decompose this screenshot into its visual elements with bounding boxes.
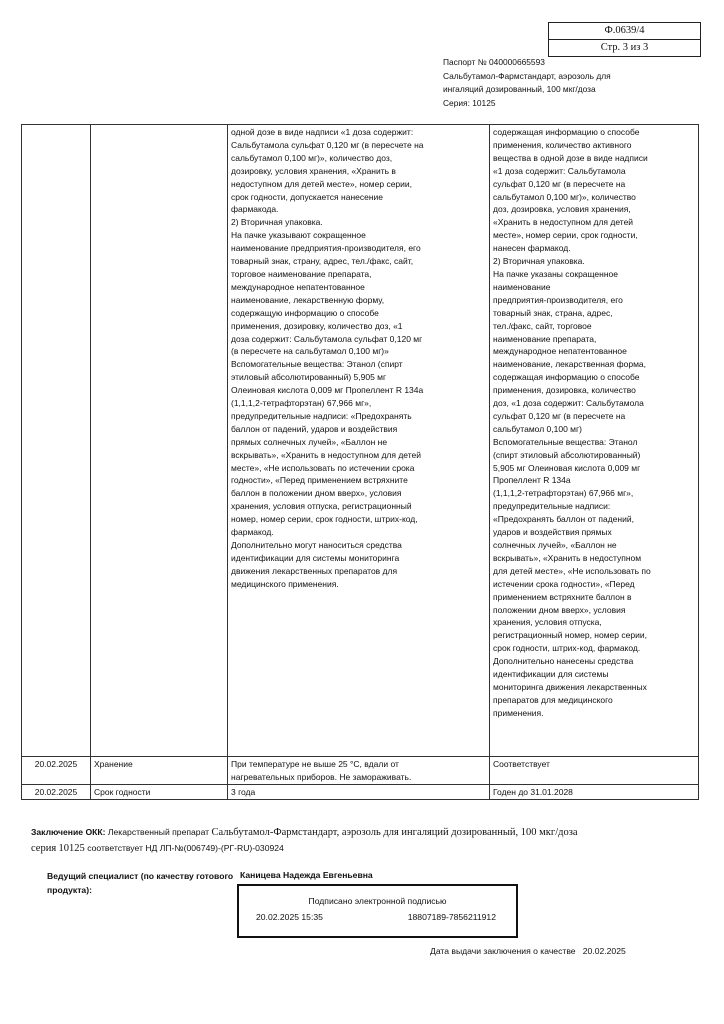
table-row [22,757,699,785]
indicator-cell [91,125,228,757]
passport-header [443,56,713,110]
date-cell [22,125,91,757]
table-row [22,125,699,757]
requirement-text: При температуре не выше 25 °С, вдали от нагревательных приборов. Не замораживать. [231,759,412,782]
issue-date: 20.02.2025 [582,946,626,956]
conclusion-series-prefix: серия [31,842,57,854]
specialist-label: Ведущий специалист (по качеству готового продукта): [47,871,234,895]
form-code-box [548,22,701,57]
result-text: содержащая информацию о способе применения, количество активного вещества в одной дозе в виде надписи «1 доза содержит: Сальбутамола сульфат 0,120 мг (в пересчете на сальбутамол 0,100 мг)», количество доз, дозировка, условия хранения, «Хранить в недоступном для детей месте», номер серии, срок годности, нанесен фармакод. 2) Вторичная упаковка. На пачке указаны сокращенное наименование предприятия-производителя, его товарный знак, страна, адрес, тел./факс, сайт, торговое наименование препарата, международное непатентованное наименование, лекарственная форма, содержащая информацию о способе применения, дозировка, количество доз, «1 доза содержит: Сальбутамола сульфат 0,120 мг (в пересчете на сальбутамол 0,100 мг) Вспомогательные вещества: Этанол (спирт этиловый абсолютированный) 5,905 мг Олеиновая кислота 0,009 мг Пропеллент R 134a (1,1,1,2-тетрафторэтан) 67,966 мг», предупредительные надписи: «Предохранять баллон от падений, ударов и воздействия прямых солнечных лучей», «Баллон не вскрывать», «Хранить в недоступном для детей месте», «Не использовать по истечении срока годности», «Перед применением встряхните баллон в положении дном вверх», условия хранения, условия отпуска, регистрационный номер, номер серии, срок годности, штрих-код, фармакод. Дополнительно нанесены средства идентификации для системы мониторинга движения лекарственных препаратов для медицинского применения. [493,127,651,718]
requirement-text: одной дозе в виде надписи «1 доза содержит: Сальбутамола сульфат 0,120 мг (в пересчете на сальбутамол 0,100 мг)», количество доз, дозировку, условия хранения, «Хранить в недоступном для детей месте», номер серии, срок годности, допускается нанесение фармакода. 2) Вторичная упаковка. На пачке указывают сокращенное наименование предприятия-производителя, его товарный знак, страну, адрес, тел./факс, сайт, торговое наименование препарата, международное непатентованное наименование, лекарственную форму, содержащую информацию о способе применения, дозировку, количество доз, «1 доза содержит: Сальбутамола сульфат 0,120 мг (в пересчете на сальбутамол 0,100 мг)» Вспомогательные вещества: Этанол (спирт этиловый абсолютированный) 5,905 мг Олеиновая кислота 0,009 мг Пропеллент R 134a (1,1,1,2-тетрафторэтан) 67,966 мг», предупредительные надписи: «Предохранять баллон от падений, ударов и воздействия прямых солнечных лучей», «Баллон не вскрывать», «Хранить в недоступном для детей месте», «Не использовать по истечении срока годности», «Перед применением встряхните баллон в положении дном вверх», условия хранения, условия отпуска, регистрационный номер, номер серии, срок годности, штрих-код, фармакод. Дополнительно могут наноситься средства идентификации для системы мониторинга движения лекарственных препаратов для медицинского применения. [231,127,424,589]
table-row [22,784,699,799]
product-name-line1: Сальбутамол-Фармстандарт, аэрозоль для [443,70,611,81]
page-number: Стр. 3 из 3 [549,39,700,56]
conclusion [31,825,701,856]
requirement-cell: 3 года [228,784,490,799]
quality-table [21,124,699,800]
conclusion-label: Заключение ОКК: [31,827,106,837]
date-cell: 20.02.2025 [22,757,91,785]
requirement-cell [228,125,490,757]
result-cell [490,125,699,757]
conclusion-compliance: соответствует НД ЛП-№(006749)-(РГ-RU)-030924 [87,842,284,853]
signature-title: Подписано электронной подписью [308,896,447,906]
electronic-signature-box [237,884,518,938]
result-cell: Годен до 31.01.2028 [490,784,699,799]
issue-date-line [430,946,626,956]
issue-date-label: Дата выдачи заключения о качестве [430,946,576,956]
signature-datetime: 20.02.2025 15:35 [256,912,323,922]
series-line: Серия: 10125 [443,97,496,108]
product-name-line2: ингаляций дозированный, 100 мкг/доза [443,84,596,94]
result-cell: Соответствует [490,757,699,785]
form-code: Ф.0639/4 [604,25,645,36]
passport-number: Паспорт № 040000665593 [443,57,545,67]
requirement-cell [228,757,490,785]
conclusion-product: Сальбутамол-Фармстандарт, аэрозоль для ингаляций дозированный, 100 мкг/доза [211,827,578,838]
signature-code: 18807189-7856211912 [407,912,496,922]
specialist-name: Каницева Надежда Евгеньевна [240,870,373,880]
indicator-cell: Хранение [91,757,228,785]
indicator-cell: Срок годности [91,784,228,799]
date-cell: 20.02.2025 [22,784,91,799]
conclusion-series: 10125 [58,842,85,854]
conclusion-intro: Лекарственный препарат [107,827,210,837]
